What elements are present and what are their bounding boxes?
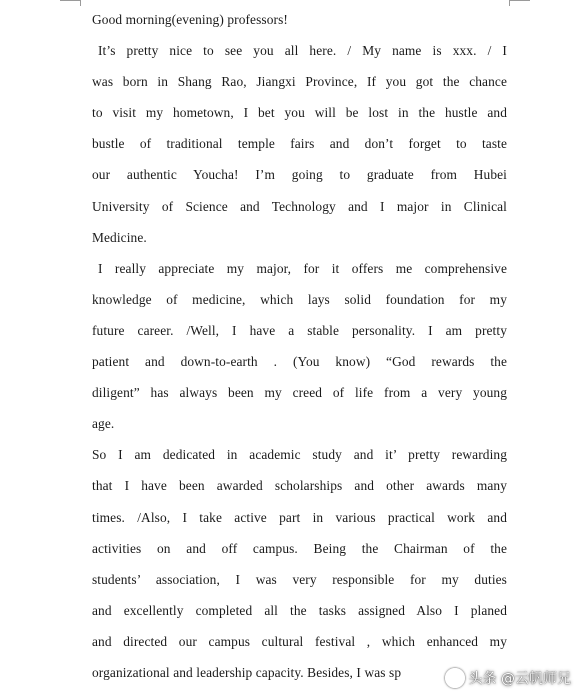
document-body [92,4,507,688]
greeting-line: Good morning(evening) professors! [92,12,288,27]
text-line: and directed our campus cultural festival , which enhanced my [92,633,507,649]
text-line: and excellently completed all the tasks assigned Also I planed [92,602,507,618]
toutiao-logo-icon [445,668,465,688]
text-line: to visit my hometown, I bet you will be lost in the hustle and [92,105,507,121]
text-line: organizational and leadership capacity. Besides, I was sp [92,664,402,680]
text-line: was born in Shang Rao, Jiangxi Province, If you got the chance [92,74,507,90]
text-line: University of Science and Technology and I major in Clinical [92,198,507,214]
watermark [445,668,571,688]
text-line: Medicine. [92,229,147,245]
text-line: age. [92,416,115,432]
text-line: activities on and off campus. Being the Chairman of the [92,540,507,556]
text-line: future career. /Well, I have a stable personality. I am pretty [92,322,507,338]
text-line: students’ association, I was very responsible for my duties [92,571,507,587]
crop-mark [80,0,81,6]
text-line: It’s pretty nice to see you all here. / My name is xxx. / I [98,43,507,59]
text-line: I really appreciate my major, for it offers me comprehensive [98,260,507,276]
text-line: So I am dedicated in academic study and it’ pretty rewarding [92,447,507,463]
text-line: bustle of traditional temple fairs and don’t forget to taste [92,136,507,152]
crop-mark [510,0,530,1]
text-line: patient and down-to-earth . (You know) “God rewards the [92,354,507,370]
crop-mark [509,0,510,6]
text-line: times. /Also, I take active part in various practical work and [92,509,507,525]
text-line: that I have been awarded scholarships and other awards many [92,478,507,494]
crop-mark [60,0,80,1]
text-line: our authentic Youcha! I’m going to graduate from Hubei [92,167,507,183]
text-line: diligent” has always been my creed of life from a very young [92,385,507,401]
watermark-text: 头条 @云帆师兄 [468,671,571,687]
text-line: knowledge of medicine, which lays solid foundation for my [92,291,507,307]
